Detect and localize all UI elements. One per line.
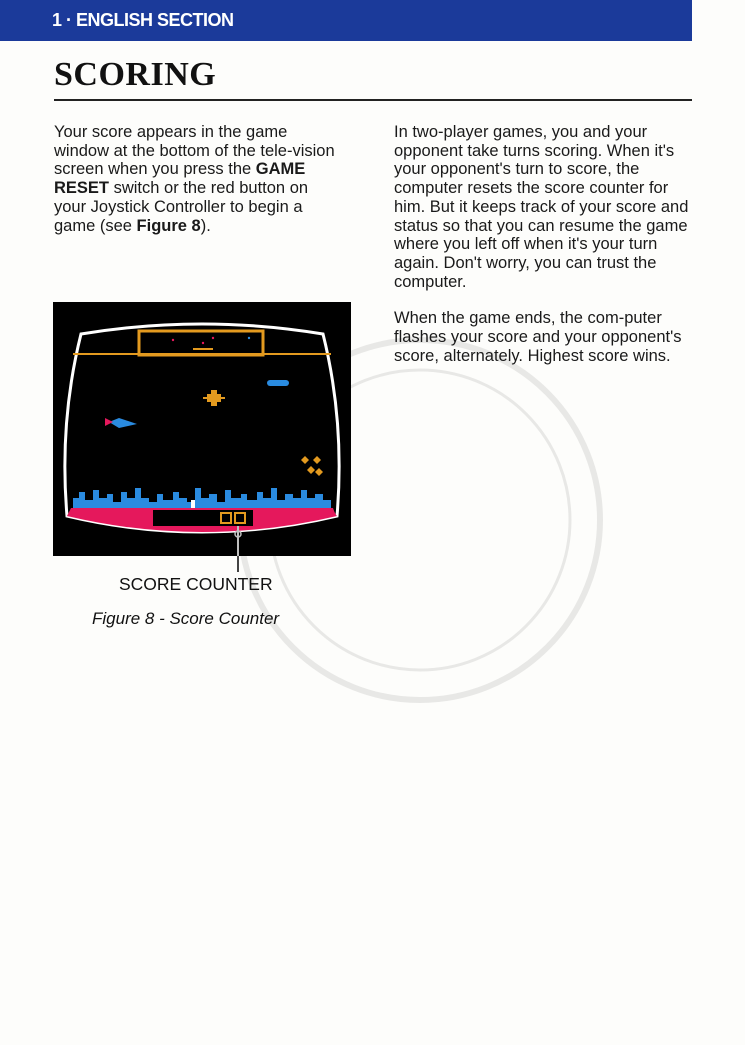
section-header-bar (0, 0, 692, 41)
title-divider (54, 99, 692, 101)
score-counter-pointer (237, 556, 239, 572)
tv-screen-illustration (53, 302, 351, 556)
left-column (54, 123, 344, 253)
paragraph-text: ). (200, 216, 211, 235)
page-title: SCORING (54, 56, 217, 93)
figure-caption: Figure 8 - Score Counter (92, 609, 280, 628)
paragraph-text: switch or the red button on your Joystick Controller to begin a game (see (54, 179, 309, 235)
two-player-paragraph: In two-player games, you and your opponent take turns scoring. When it's your opponent's turn to score, the computer resets the score counter for him. But it keeps track of your score and status so that you can resume the game where you left off when it's your turn again. Don't worry, you can trust the computer. (394, 123, 689, 291)
right-column (394, 123, 694, 383)
paragraph-text: Your score appears in the game window at the bottom of the tele-vision screen when you press the (54, 123, 335, 179)
game-reset-term: GAME RESET (54, 160, 306, 198)
figure-reference: Figure 8 (136, 216, 201, 235)
section-label: 1 · ENGLISH SECTION (52, 10, 234, 30)
game-end-paragraph: When the game ends, the com-puter flashes your score and your opponent's score, alternately. Highest score wins. (394, 309, 682, 365)
game-screen-figure (53, 302, 351, 556)
score-intro-paragraph (54, 123, 344, 235)
score-counter-label: SCORE COUNTER (119, 574, 273, 594)
